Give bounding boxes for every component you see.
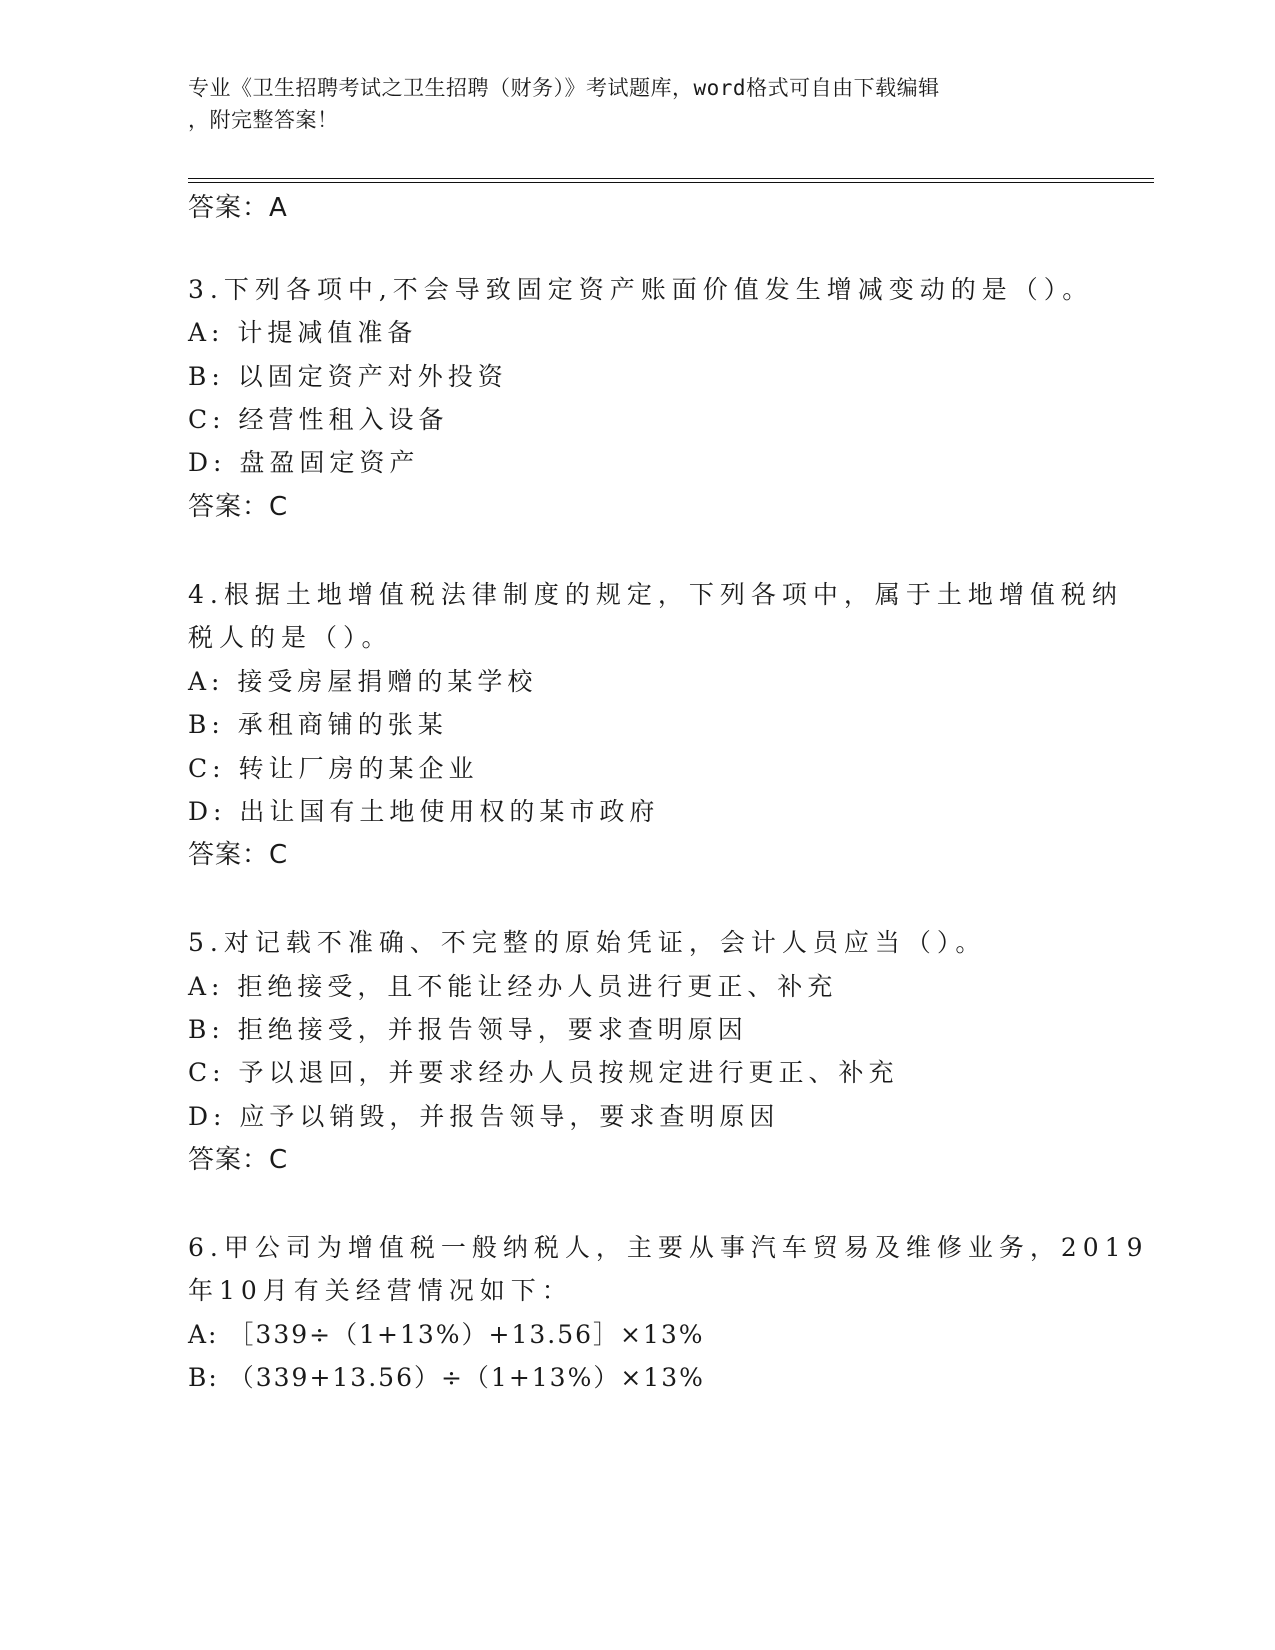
q5-answer: 答案：C xyxy=(188,1145,289,1175)
q3-stem: 3.下列各项中,不会导致固定资产账面价值发生增减变动的是（）。 xyxy=(188,275,1094,304)
q5-option-d: D: 应予以销毁，并报告领导，要求查明原因 xyxy=(188,1102,780,1131)
q5-option-a: A: 拒绝接受，且不能让经办人员进行更正、补充 xyxy=(188,972,838,1001)
q4-option-d: D: 出让国有土地使用权的某市政府 xyxy=(188,797,660,826)
q4-stem-line-1: 4.根据土地增值税法律制度的规定，下列各项中，属于土地增值税纳 xyxy=(188,580,1123,609)
header-line-2: ，附完整答案！ xyxy=(188,108,339,132)
q4-answer: 答案：C xyxy=(188,840,289,870)
q5-option-b: B: 拒绝接受，并报告领导，要求查明原因 xyxy=(188,1015,748,1044)
q5-option-c: C: 予以退回，并要求经办人员按规定进行更正、补充 xyxy=(188,1058,899,1087)
q3-option-a: A: 计提减值准备 xyxy=(188,318,418,347)
q5-stem: 5.对记载不准确、不完整的原始凭证，会计人员应当（）。 xyxy=(188,928,987,957)
q6-stem-line-1: 6.甲公司为增值税一般纳税人，主要从事汽车贸易及维修业务，2019 xyxy=(188,1233,1149,1262)
answer-prev: 答案：A xyxy=(188,193,288,223)
q6-stem-line-2: 年10月有关经营情况如下： xyxy=(188,1276,573,1305)
q4-option-c: C: 转让厂房的某企业 xyxy=(188,754,479,783)
header-divider-top xyxy=(188,178,1154,179)
q4-option-a: A: 接受房屋捐赠的某学校 xyxy=(188,667,538,696)
document-header xyxy=(188,72,1068,136)
q6-option-a: A: ［339÷（1+13%）+13.56］×13% xyxy=(188,1320,705,1349)
q4-stem-line-2: 税人的是（）。 xyxy=(188,623,393,652)
header-divider-bottom xyxy=(188,182,1154,183)
q3-option-c: C: 经营性租入设备 xyxy=(188,405,449,434)
q3-answer: 答案：C xyxy=(188,492,289,522)
q6-option-b: B: （339+13.56）÷（1+13%）×13% xyxy=(188,1363,705,1392)
header-line-1: 专业《卫生招聘考试之卫生招聘（财务）》考试题库，word格式可自由下载编辑 xyxy=(188,76,940,100)
q3-option-b: B: 以固定资产对外投资 xyxy=(188,362,508,391)
q4-option-b: B: 承租商铺的张某 xyxy=(188,710,448,739)
q3-option-d: D: 盘盈固定资产 xyxy=(188,448,420,477)
